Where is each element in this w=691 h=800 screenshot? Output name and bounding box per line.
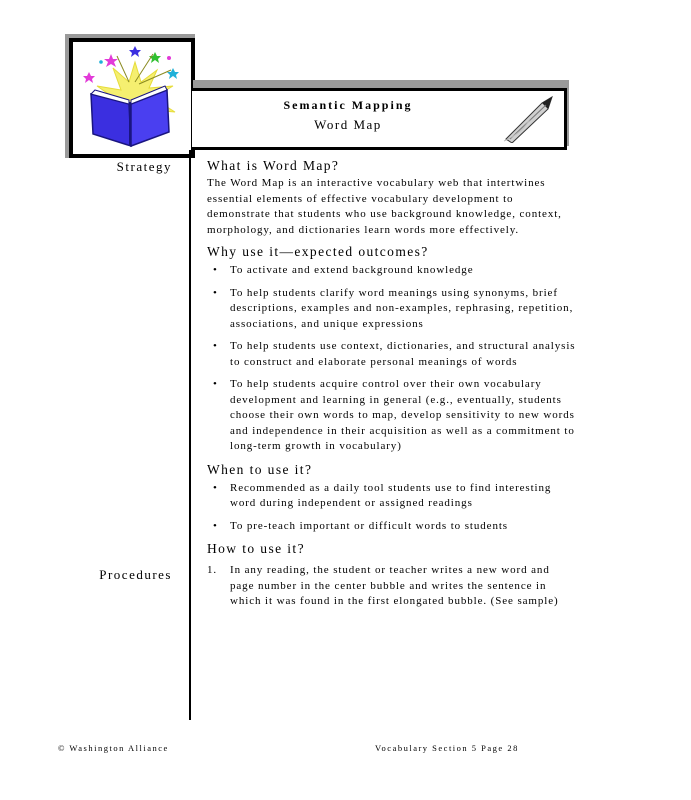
logo-frame (69, 38, 195, 158)
list-item: • To help students clarify word meanings using synonyms, brief descriptions, examples and non-examples, rephrasing, repetition, associations, and unique expressions (213, 286, 574, 330)
what-body: The Word Map is an interactive vocabulary web that intertwines essential elements of effective vocabulary development to demonstrate that students who use background knowledge, context, morphology, and dictionaries learn words more effectively. (207, 177, 562, 236)
column-divider (189, 150, 191, 720)
how-heading: How to use it? (207, 541, 305, 556)
main-content (207, 158, 577, 610)
page-title: Semantic Mapping (283, 98, 413, 112)
footer-copyright: © Washington Alliance (58, 743, 169, 753)
list-item: • To help students use context, dictionaries, and structural analysis to construct and elaborate personal meanings of words (213, 340, 576, 368)
strategy-label: Strategy (116, 159, 172, 174)
list-item: • To activate and extend background knowledge (213, 264, 474, 276)
why-heading: Why use it—expected outcomes? (207, 244, 429, 259)
list-item: • Recommended as a daily tool students use to find interesting word during independent or assigned readings (213, 481, 552, 509)
list-item: • To help students acquire control over their own vocabulary development and learning in general (e.g., eventually, students choose their own words to map, develop sensitivity to new words and independence in their acquisition as well as a commitment to long-term growth in vocabulary) (213, 378, 575, 452)
list-item: 1. In any reading, the student or teacher writes a new word and page number in the center bubble and writes the sentence in which it was found in the first elongated bubble. (See sample) (207, 564, 559, 607)
list-item: • To pre-teach important or difficult words to students (213, 519, 508, 532)
footer-page-number: Vocabulary Section 5 Page 28 (375, 743, 519, 753)
when-section (207, 462, 577, 535)
pen-nib-icon (502, 93, 558, 143)
what-section (207, 158, 577, 238)
procedures-label: Procedures (99, 567, 172, 582)
book-with-stars-icon (73, 42, 191, 154)
page-subtitle: Word Map (314, 117, 382, 132)
why-section (207, 244, 577, 455)
when-heading: When to use it? (207, 461, 313, 477)
how-section (207, 541, 577, 610)
what-heading: What is Word Map? (207, 158, 340, 173)
title-banner (192, 88, 567, 150)
